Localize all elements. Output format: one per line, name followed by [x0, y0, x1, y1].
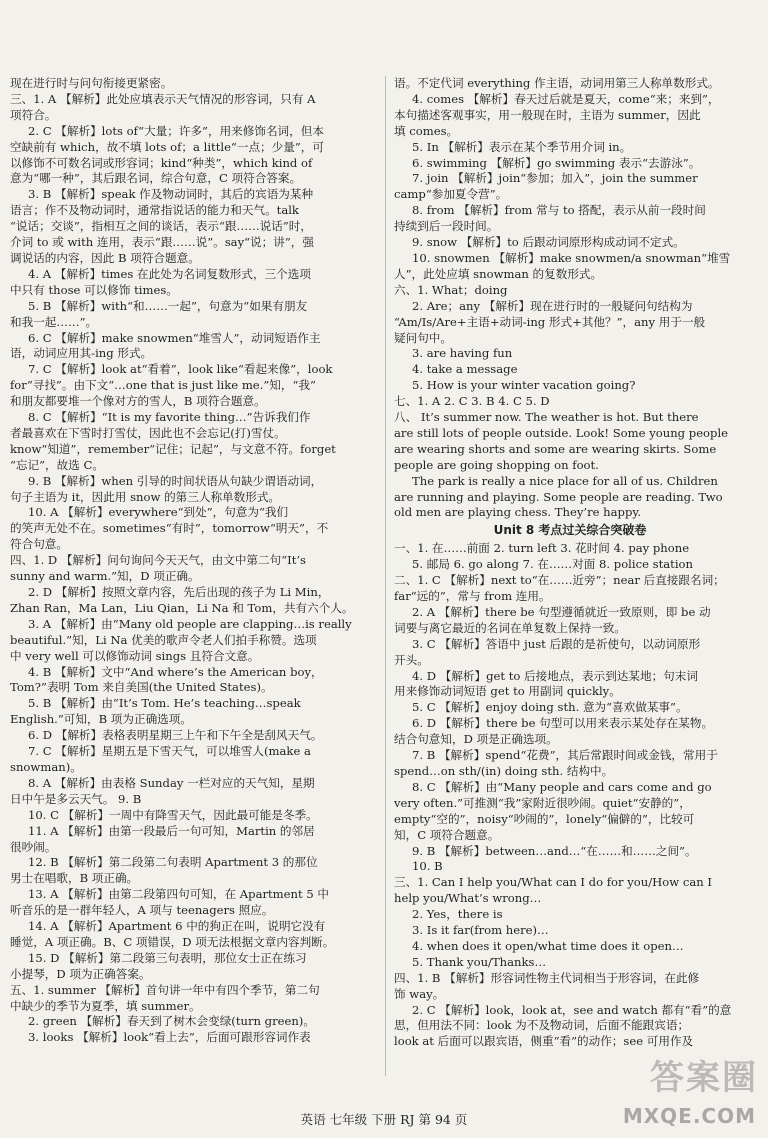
- answer-line: 2. green 【解析】春天到了树木会变绿(turn green)。: [28, 1014, 315, 1029]
- answer-line: 4. comes 【解析】春天过后就是夏天，come“来；来到”，: [412, 91, 720, 106]
- answer-line: 6. D 【解析】there be 句型可以用来表示某处存在某物。: [412, 716, 714, 731]
- answer-line: 知，C 项符合题意。: [394, 827, 500, 842]
- watermark-logo: [622, 1048, 760, 1130]
- answer-line: 3. are having fun: [412, 346, 513, 361]
- answer-line: 词要与离它最近的名词在单复数上保持一致。: [394, 620, 626, 635]
- answer-line: 2. Are；any 【解析】现在进行时的一般疑问句结构为: [412, 298, 693, 313]
- answer-line: 句子主语为 it，因此用 snow 的第三人称单数形式。: [10, 489, 281, 504]
- answer-line: 和朋友都要堆一个像对方的雪人，B 项符合题意。: [10, 394, 266, 409]
- answer-line: “忘记”，故选 C。: [10, 457, 104, 472]
- answer-line: 3. Is it far(from here)…: [412, 923, 549, 938]
- answer-line: 5. B 【解析】with“和……一起”，句意为“如果有朋友: [28, 298, 308, 313]
- answer-line: 中只有 those 可以修饰 times。: [10, 282, 178, 297]
- answer-line: 项符合。: [10, 107, 57, 122]
- answer-line: 13. A 【解析】由第二段第四句可知，在 Apartment 5 中: [28, 887, 330, 902]
- answer-line: 者最喜欢在下雪时打雪仗，因此也不会忘记(打)雪仗。: [10, 425, 286, 440]
- answer-line: 六、1. What；doing: [394, 282, 508, 297]
- answer-line: 7. join 【解析】join“参加；加入”，join the summer: [412, 171, 698, 186]
- answer-line: camp“参加夏令营”。: [394, 187, 508, 202]
- answer-line: 6. swimming 【解析】go swimming 表示“去游泳”。: [412, 155, 701, 170]
- answer-line: know“知道”，remember“记住；记起”，与文意不符。forget: [10, 441, 336, 456]
- answer-line: 5. 邮局 6. go along 7. 在……对面 8. police station: [412, 557, 693, 572]
- answer-line: 饰 way。: [394, 986, 445, 1001]
- watermark-brand: 答案圈: [650, 1058, 758, 1098]
- answer-line: English.”可知，B 项为正确选项。: [10, 712, 192, 727]
- answer-line: 2. C 【解析】lots of“大量；许多”，用来修饰名词，但本: [28, 123, 324, 138]
- answer-line: 睡觉，A 项正确。B、C 项错误，D 项无法根据文章内容判断。: [10, 934, 335, 949]
- answer-line: 思，但用法不同：look 为不及物动词，后面不能跟宾语；: [394, 1018, 690, 1033]
- answer-line: 日中午是多云天气。 9. B: [10, 791, 142, 806]
- answer-line: 很吵闹。: [10, 839, 57, 854]
- answer-line: 5. B 【解析】由“It’s Tom. He’s teaching…speak: [28, 696, 301, 711]
- answer-line: sunny and warm.”知，D 项正确。: [10, 569, 200, 584]
- answer-line: 符合句意。: [10, 537, 68, 552]
- answer-line: 人”，此处应填 snowman 的复数形式。: [394, 266, 603, 281]
- answer-line: The park is really a nice place for all of us. Children: [412, 473, 718, 488]
- answer-line: 4. take a message: [412, 362, 518, 377]
- answer-line: 五、1. summer 【解析】首句讲一年中有四个季节，第二句: [10, 982, 320, 997]
- answer-line: are wearing shorts and some are wearing skirts. Some: [394, 441, 717, 456]
- answer-line: 8. A 【解析】由表格 Sunday 一栏对应的天气知，星期: [28, 775, 315, 790]
- answer-line: 8. from 【解析】from 常与 to 搭配，表示从前一段时间: [412, 203, 706, 218]
- answer-line: 7. B 【解析】spend“花费”，其后常跟时间或金钱，常用于: [412, 748, 718, 763]
- answer-line: 6. C 【解析】make snowmen“堆雪人”，动词短语作主: [28, 330, 321, 345]
- answer-line: 4. A 【解析】times 在此处为名词复数形式，三个选项: [28, 266, 311, 281]
- answer-line: 2. C 【解析】look，look at，see and watch 都有“看”的意: [412, 1002, 732, 1017]
- answer-line: 填 comes。: [394, 123, 459, 138]
- answer-line: 听音乐的是一群年轻人，A 项与 teenagers 照应。: [10, 903, 274, 918]
- answer-line: 调说话的内容，因此 B 项符合题意。: [10, 250, 200, 265]
- answer-line: are running and playing. Some people are reading. Two: [394, 489, 723, 504]
- answer-line: 7. C 【解析】星期五是下雪天气，可以堆雪人(make a: [28, 744, 311, 759]
- answer-line: 12. B 【解析】第二段第二句表明 Apartment 3 的那位: [28, 855, 318, 870]
- answer-line: 的笑声无处不在。sometimes“有时”，tomorrow“明天”，不: [10, 521, 329, 536]
- answer-line: 小提琴，D 项为正确答案。: [10, 966, 151, 981]
- answer-line: 持续到后一段时间。: [394, 219, 499, 234]
- answer-line: 四、1. B 【解析】形容词性物主代词相当于形容词，在此修: [394, 970, 700, 985]
- answer-line: 2. D 【解析】按照文章内容，先后出现的孩子为 Li Min，: [28, 585, 330, 599]
- answer-line: 8. C 【解析】由“Many people and cars come and go: [412, 779, 712, 794]
- answer-line: 5. Thank you/Thanks…: [412, 954, 547, 969]
- answer-line: far“远的”，常与 from 连用。: [394, 589, 551, 603]
- right-column-part-b: [394, 541, 746, 1050]
- answer-line: 和我一起……”。: [10, 314, 98, 329]
- answer-line: 结合句意知，D 项是正确选项。: [394, 732, 558, 747]
- answer-line: 疑问句中。: [394, 330, 452, 345]
- answer-line: for“寻找”。由下文“…one that is just like me.”知，“我”: [10, 378, 316, 393]
- answer-line: 3. C 【解析】答语中 just 后跟的是祈使句，以动词原形: [412, 636, 701, 651]
- answer-line: 7. C 【解析】look at“看着”，look like“看起来像”，look: [28, 362, 333, 377]
- answer-line: 以修饰不可数名词或形容词；kind“种类”，which kind of: [10, 155, 313, 170]
- answer-line: 空缺前有 which，故不填 lots of；a little“一点；少量”，可: [10, 139, 324, 154]
- answer-line: “Am/Is/Are+主语+动词-ing 形式+其他？”，any 用于一般: [394, 314, 706, 329]
- answer-line: 4. when does it open/what time does it open…: [412, 938, 684, 953]
- answer-line: 七、1. A 2. C 3. B 4. C 5. D: [394, 394, 550, 409]
- answer-line: 9. B 【解析】when 引导的时间状语从句缺少谓语动词，: [28, 473, 323, 488]
- answer-line: 5. How is your winter vacation going?: [412, 378, 636, 393]
- answer-line: 2. A 【解析】there be 句型遵循就近一致原则，即 be 动: [412, 604, 711, 619]
- answer-line: 男士在唱歌，B 项正确。: [10, 871, 139, 886]
- answer-line: 2. Yes，there is: [412, 907, 503, 922]
- answer-line: 一、1. 在……前面 2. turn left 3. 花时间 4. pay phone: [394, 541, 690, 556]
- answer-line: look at 后面可以跟宾语，侧重“看”的动作；see 可用作及: [394, 1034, 694, 1049]
- right-column-part-a: [394, 76, 746, 521]
- answer-line: spend…on sth/(in) doing sth. 结构中。: [394, 763, 614, 778]
- answer-line: 10. A 【解析】everywhere“到处”，句意为“我们: [28, 505, 289, 520]
- column-divider: [385, 76, 386, 1076]
- answer-line: 15. D 【解析】第二段第三句表明，那位女士正在练习: [28, 950, 307, 965]
- answer-line: 中缺少的季节为夏季，填 summer。: [10, 998, 201, 1013]
- answer-line: 5. C 【解析】enjoy doing sth. 意为“喜欢做某事”。: [412, 700, 688, 715]
- answer-line: 9. B 【解析】between…and…“在……和……之间”。: [412, 843, 697, 858]
- answer-line: 用来修饰动词短语 get to 用副词 quickly。: [394, 684, 621, 699]
- answer-line: 介词 to 或 with 连用，表示“跟……说”。say“说；讲”，强: [10, 235, 314, 250]
- answer-line: 10. C 【解析】一周中有降雪天气，因此最可能是冬季。: [28, 807, 318, 822]
- answer-line: Tom?”表明 Tom 来自美国(the United States)。: [10, 680, 273, 695]
- answer-line: 4. D 【解析】get to 后接地点，表示到达某地；句末词: [412, 668, 698, 683]
- answer-line: 11. A 【解析】由第一段最后一句可知，Martin 的邻居: [28, 823, 315, 838]
- answer-line: 中 very well 可以修饰动词 sings 且符合文意。: [10, 648, 260, 663]
- answer-line: 三、1. A 【解析】此处应填表示天气情况的形容词，只有 A: [10, 91, 316, 106]
- answer-line: 3. A 【解析】由“Many old people are clapping…is really: [28, 616, 352, 631]
- answer-line: 八、 It’s summer now. The weather is hot. But there: [394, 410, 699, 425]
- answer-line: 3. looks 【解析】look“看上去”，后面可跟形容词作表: [28, 1030, 311, 1045]
- answer-line: 语言；作不及物动词时，通常指说话的能力和天气。talk: [10, 203, 299, 218]
- answer-line: empty“空的”，noisy“吵闹的”，lonely“偏僻的”，比较可: [394, 811, 695, 826]
- answer-line: beautiful.”知，Li Na 优美的歌声令老人们拍手称赞。选项: [10, 632, 317, 647]
- answer-line: very often.”可推测“我”家附近很吵闹。quiet“安静的”，: [394, 795, 691, 810]
- answer-line: 10. B: [412, 859, 443, 874]
- answer-line: 本句描述客观事实，用一般现在时，主语为 summer，因此: [394, 107, 701, 122]
- answer-line: are still lots of people outside. Look! Some young people: [394, 425, 729, 440]
- answer-line: snowman)。: [10, 759, 82, 774]
- answer-line: 语。不定代词 everything 作主语，动词用第三人称单数形式。: [394, 76, 720, 90]
- unit-title: Unit 8 考点过关综合突破卷: [493, 523, 647, 538]
- watermark-domain: MXQE.COM: [622, 1104, 756, 1128]
- answer-line: 三、1. Can I help you/What can I do for you/How can I: [394, 875, 712, 890]
- answer-line: 4. B 【解析】文中“And where’s the American boy，: [28, 664, 323, 679]
- answer-line: old men are playing chess. They’re happy.: [394, 505, 642, 520]
- answer-line: help you/What’s wrong…: [394, 891, 542, 906]
- answer-line: 3. B 【解析】speak 作及物动词时，其后的宾语为某种: [28, 187, 314, 202]
- answer-line: 6. D 【解析】表格表明星期三上午和下午全是刮风天气。: [28, 728, 323, 743]
- answer-line: 四、1. D 【解析】问句询问今天天气，由文中第二句“It’s: [10, 553, 306, 568]
- answer-line: 语，动词应用其-ing 形式。: [10, 346, 153, 361]
- left-column: [10, 76, 378, 1046]
- answer-line: 现在进行时与问句衔接更紧密。: [10, 76, 173, 90]
- answer-line: people are going shopping on foot.: [394, 457, 599, 472]
- answer-line: “说话；交谈”，指相互之间的谈话，表示“跟……说话”时，: [10, 219, 312, 234]
- answer-line: Zhan Ran，Ma Lan，Liu Qian，Li Na 和 Tom，共有六个人。: [10, 600, 354, 615]
- right-column: [394, 76, 746, 1050]
- answer-line: 10. snowmen 【解析】make snowmen/a snowman“堆雪: [412, 250, 731, 265]
- answer-line: 9. snow 【解析】to 后跟动词原形构成动词不定式。: [412, 235, 685, 250]
- answer-line: 二、1. C 【解析】next to“在……近旁”；near 后直接跟名词；: [394, 573, 725, 588]
- answer-line: 开头。: [394, 652, 429, 667]
- answer-line: 14. A 【解析】Apartment 6 中的狗正在叫，说明它没有: [28, 919, 326, 934]
- answer-line: 5. In 【解析】表示在某个季节用介词 in。: [412, 139, 632, 154]
- page-footer: 英语 七年级 下册 RJ 第 94 页: [300, 1112, 468, 1127]
- answer-line: 意为“哪一种”，其后跟名词，综合句意，C 项符合答案。: [10, 171, 302, 186]
- answer-line: 8. C 【解析】“It is my favorite thing…”告诉我们作: [28, 410, 311, 425]
